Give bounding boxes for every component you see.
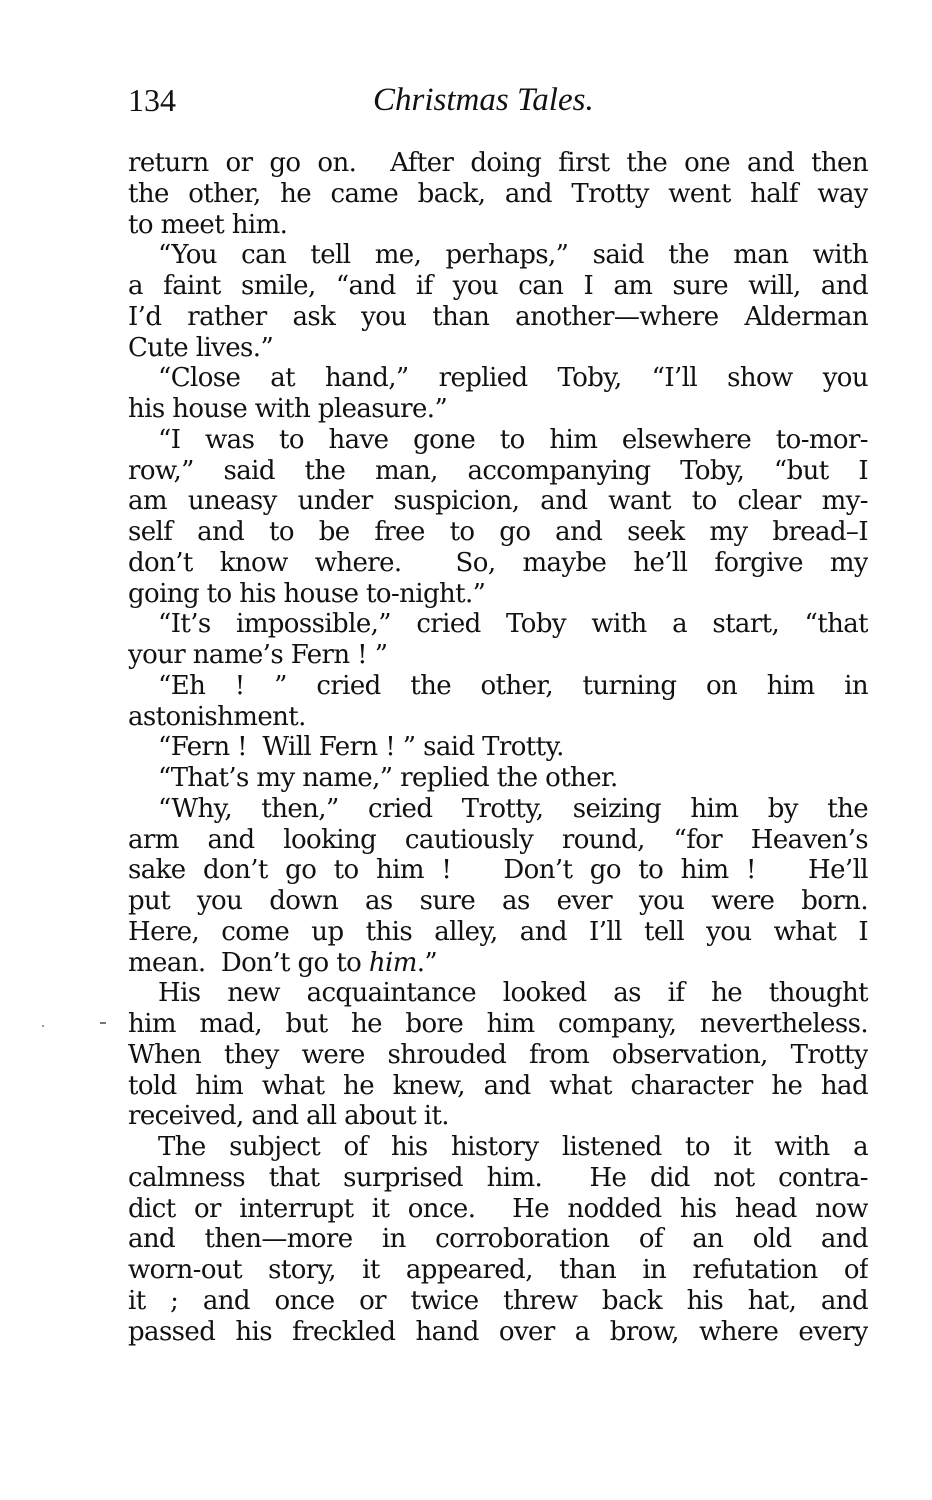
text-line-content: am uneasy under suspicion, and want to clear my-	[128, 486, 868, 517]
text-line-content: mean. Don’t go to	[128, 947, 369, 978]
text-line	[128, 548, 868, 579]
text-line	[128, 702, 868, 733]
text-line	[128, 148, 868, 179]
text-line	[128, 640, 868, 671]
stray-mark	[42, 1025, 44, 1027]
text-line	[128, 486, 868, 517]
text-line-content: put you down as sure as ever you were born.	[128, 886, 868, 916]
text-line	[128, 1040, 868, 1071]
text-line-content: his house with pleasure.”	[128, 394, 448, 424]
text-line-content: going to his house to-night.”	[128, 578, 486, 609]
text-line	[128, 855, 868, 886]
text-line	[128, 1194, 868, 1225]
text-line-content: “Close at hand,” replied Toby, “I’ll show you	[158, 363, 868, 394]
text-line	[128, 394, 868, 425]
text-line	[128, 609, 868, 640]
text-line-content: told him what he knew, and what character he had	[128, 1070, 868, 1101]
text-line-content: calmness that surprised him. He did not contra-	[128, 1162, 868, 1193]
text-line	[128, 671, 868, 702]
text-line-content: “It’s impossible,” cried Toby with a start, “that	[158, 609, 868, 640]
page-header	[128, 80, 868, 130]
text-line	[128, 302, 868, 333]
text-line	[128, 825, 868, 856]
text-line-content: His new acquaintance looked as if he thought	[158, 978, 868, 1009]
stray-mark	[100, 1022, 106, 1024]
text-line-content: self and to be free to go and seek my bread–I	[128, 517, 868, 547]
text-line-content: “Why, then,” cried Trotty, seizing him by the	[158, 793, 868, 824]
text-line	[128, 1255, 868, 1286]
text-line-content: When they were shrouded from observation, Trotty	[128, 1039, 868, 1070]
text-line-content: return or go on. After doing first the one and then	[128, 148, 868, 178]
text-line	[128, 1163, 868, 1194]
text-line	[128, 1101, 868, 1132]
text-line	[128, 1317, 868, 1348]
text-line	[128, 794, 868, 825]
running-title: Christmas Tales.	[373, 82, 594, 118]
text-line	[128, 1286, 868, 1317]
italic-emphasis: him	[368, 947, 417, 978]
text-line-content: worn-out story, it appeared, than in refutation of	[128, 1255, 868, 1285]
text-line-content: “Fern ! Will Fern ! ” said Trotty.	[158, 732, 564, 763]
text-line-content: passed his freckled hand over a brow, where every	[128, 1316, 868, 1347]
text-line	[128, 732, 868, 763]
text-line-content: “You can tell me, perhaps,” said the man with	[158, 240, 868, 271]
text-line-content: received, and all about it.	[128, 1101, 449, 1132]
text-line-content: arm and looking cautiously round, “for Heaven’s	[128, 824, 868, 855]
text-line-content: him mad, but he bore him company, nevertheless.	[128, 1009, 868, 1039]
text-line	[128, 210, 868, 241]
text-line	[128, 456, 868, 487]
text-line	[128, 240, 868, 271]
text-line	[128, 1071, 868, 1102]
body-text	[128, 148, 868, 1347]
text-line	[128, 763, 868, 794]
text-line-content: Cute lives.”	[128, 332, 274, 363]
text-line	[128, 425, 868, 456]
text-line	[128, 948, 868, 979]
text-line-content: it ; and once or twice threw back his hat, and	[128, 1285, 868, 1316]
text-line-content: your name’s Fern ! ”	[128, 640, 388, 670]
text-line	[128, 1132, 868, 1163]
text-line-content: “Eh ! ” cried the other, turning on him in	[158, 670, 868, 701]
text-line-content: “That’s my name,” replied the other.	[158, 763, 618, 793]
text-line-content: Here, come up this alley, and I’ll tell you what I	[128, 916, 868, 947]
text-line-content: astonishment.	[128, 701, 306, 732]
text-line	[128, 517, 868, 548]
text-line-content: to meet him.	[128, 209, 288, 240]
page-number: 134	[128, 82, 176, 118]
text-line-content: and then—more in corroboration of an old and	[128, 1224, 868, 1255]
text-line-content: The subject of his history listened to it with a	[158, 1132, 868, 1162]
text-line	[128, 179, 868, 210]
text-line	[128, 579, 868, 610]
text-line	[128, 363, 868, 394]
text-line-content: row,” said the man, accompanying Toby, “but I	[128, 455, 868, 486]
text-line-content: a faint smile, “and if you can I am sure will, and	[128, 271, 868, 301]
text-line-content: “I was to have gone to him elsewhere to-mor-	[158, 424, 868, 455]
text-line	[128, 1224, 868, 1255]
text-line-content: the other, he came back, and Trotty went half way	[128, 178, 868, 209]
text-line-content: sake don’t go to him ! Don’t go to him ! He’ll	[128, 855, 868, 886]
text-line	[128, 917, 868, 948]
text-line-tail: .”	[416, 947, 438, 978]
text-line-content: don’t know where. So, maybe he’ll forgive my	[128, 547, 868, 578]
text-line	[128, 1009, 868, 1040]
text-line	[128, 271, 868, 302]
text-line	[128, 978, 868, 1009]
text-line	[128, 333, 868, 364]
text-line	[128, 886, 868, 917]
text-line-content: I’d rather ask you than another—where Alderman	[128, 301, 868, 332]
text-line-content: dict or interrupt it once. He nodded his head now	[128, 1193, 868, 1224]
